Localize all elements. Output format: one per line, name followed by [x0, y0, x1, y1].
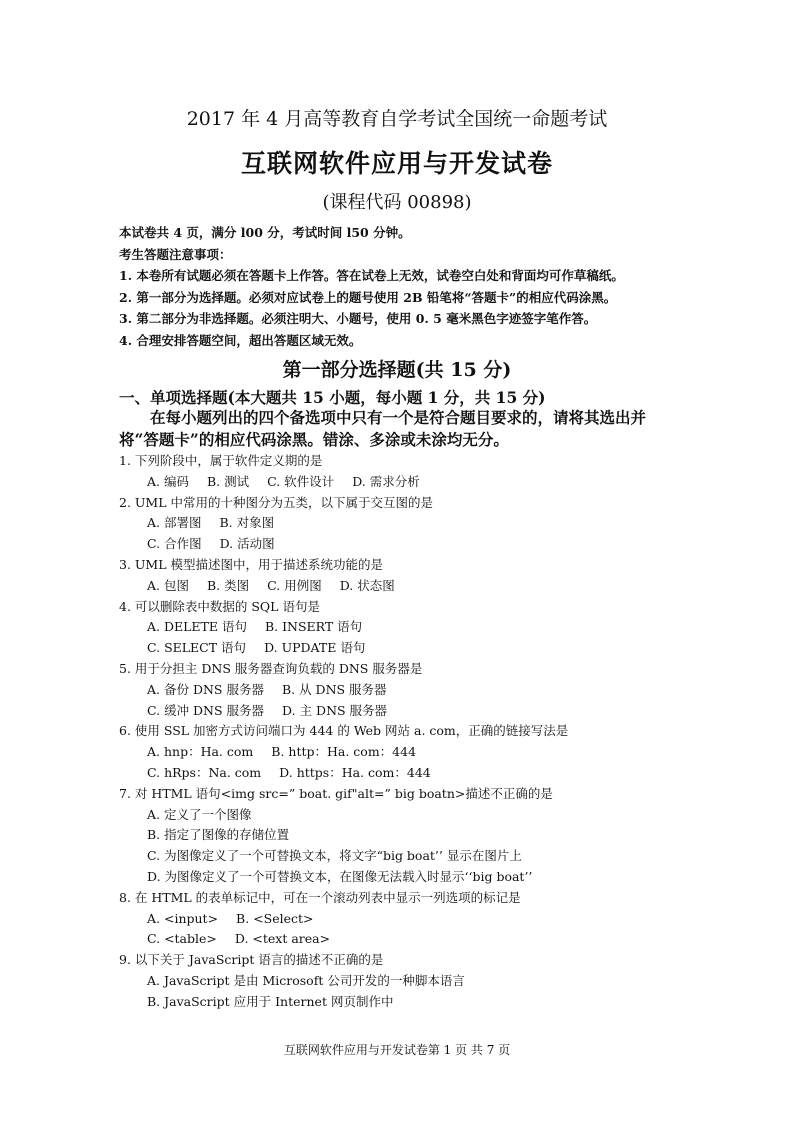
- option-row: [119, 742, 719, 763]
- option-text: D. 需求分析: [352, 473, 420, 489]
- option-text: C. hRps：Na. com: [147, 764, 262, 780]
- option-text: D. UPDATE 语句: [264, 640, 366, 656]
- option-text: B. 指定了图像的存储位置: [147, 827, 290, 843]
- option-text: A. DELETE 语句: [147, 619, 247, 635]
- option-row: [119, 513, 719, 534]
- option-text: C. 用例图: [267, 577, 322, 593]
- option-text: D. https：Ha. com：444: [279, 764, 431, 780]
- question-stem: 4. 可以删除表中数据的 SQL 语句是: [119, 598, 320, 614]
- course-code: (课程代码 00898): [322, 192, 472, 213]
- option-text: B. 对象图: [219, 515, 275, 531]
- option-text: B. INSERT 语句: [264, 619, 363, 635]
- option-text: A. 定义了一个图像: [147, 806, 252, 822]
- option-text: D. 主 DNS 服务器: [282, 702, 388, 718]
- option-text: C. SELECT 语句: [147, 640, 247, 656]
- option-text: A. <input>: [147, 910, 219, 926]
- option-row: [119, 929, 719, 950]
- option-row: [119, 701, 719, 722]
- option-row: [119, 534, 719, 555]
- option-text: B. http：Ha. com：444: [271, 744, 417, 760]
- question-stem: 1. 下列阶段中，属于软件定义期的是: [119, 453, 323, 468]
- option-text: C. 软件设计: [267, 473, 335, 489]
- option-row: [119, 971, 719, 992]
- option-row: [119, 617, 719, 638]
- part-title: 第一部分选择题(共 15 分): [282, 359, 512, 381]
- question-list: [119, 451, 719, 1013]
- note-line: 3. 第二部分为非选择题。必须注明大、小题号，使用 0. 5 毫米黑色字迹签字笔作答。: [119, 311, 597, 326]
- option-text: C. 为图像定义了一个可替换文本，将文字“big boat’’ 显示在图片上: [147, 848, 522, 864]
- option-row: [119, 576, 719, 597]
- exam-title: 2017 年 4 月高等教育自学考试全国统一命题考试: [186, 108, 608, 130]
- note-line: 4. 合理安排答题空间，超出答题区域无效。: [119, 332, 362, 348]
- option-text: B. JavaScript 应用于 Internet 网页制作中: [147, 993, 394, 1009]
- question-stem: 6. 使用 SSL 加密方式访问端口为 444 的 Web 网站 a. com，正确的链接写法是: [119, 723, 569, 739]
- page-footer: 互联网软件应用与开发试卷第 1 页 共 7 页: [283, 1043, 511, 1057]
- option-text: A. 备份 DNS 服务器: [147, 681, 264, 697]
- option-text: D. 活动图: [219, 536, 275, 552]
- option-row: [119, 846, 719, 867]
- option-text: D. <text area>: [234, 931, 331, 947]
- option-text: B. <Select>: [236, 910, 314, 926]
- note-line: 2. 第一部分为选择题。必须对应试卷上的题号使用 2B 铅笔将“答题卡”的相应代码涂黑。: [119, 289, 617, 305]
- question-stem: 8. 在 HTML 的表单标记中，可在一个滚动列表中显示一列选项的标记是: [119, 889, 521, 905]
- option-row: [119, 680, 719, 701]
- option-row: [119, 805, 719, 826]
- section-instruction: [119, 407, 679, 451]
- option-text: B. 类图: [206, 577, 250, 593]
- section-heading: 一、单项选择题(本大题共 15 小题，每小题 1 分，共 15 分): [119, 388, 546, 407]
- option-text: C. <table>: [147, 931, 217, 947]
- question-stem: 2. UML 中常用的十种图分为五类，以下属于交互图的是: [119, 494, 434, 510]
- option-row: [119, 472, 719, 493]
- option-row: [119, 763, 719, 784]
- option-row: [119, 867, 719, 888]
- question-stem: 3. UML 模型描述图中，用于描述系统功能的是: [119, 556, 384, 572]
- option-row: [119, 992, 719, 1013]
- note-line: 1. 本卷所有试题必须在答题卡上作答。答在试卷上无效，试卷空白处和背面均可作草稿纸。: [119, 268, 624, 283]
- option-text: B. 从 DNS 服务器: [281, 681, 387, 697]
- exam-notes: [119, 222, 719, 351]
- option-text: A. 包图: [147, 577, 189, 593]
- option-text: D. 状态图: [339, 577, 395, 593]
- instruction-line: 将“答题卡”的相应代码涂黑。错涂、多涂或未涂均无分。: [119, 430, 509, 449]
- option-text: C. 合作图: [147, 536, 202, 552]
- instruction-line: 在每小题列出的四个备选项中只有一个是符合题目要求的，请将其选出并: [150, 408, 647, 427]
- question-stem: 5. 用于分担主 DNS 服务器查询负载的 DNS 服务器是: [119, 660, 423, 676]
- option-text: A. 编码: [147, 473, 189, 489]
- question-stem: 7. 对 HTML 语句<img src=” boat. gif"alt=” big boatn>描述不正确的是: [119, 785, 553, 801]
- option-text: A. JavaScript 是由 Microsoft 公司开发的一种脚本语言: [147, 972, 465, 988]
- option-text: A. hnp：Ha. com: [147, 744, 254, 760]
- question-stem: 9. 以下关于 JavaScript 语言的描述不正确的是: [119, 952, 384, 968]
- option-text: C. 缓冲 DNS 服务器: [147, 702, 265, 718]
- note-line: 考生答题注意事项：: [119, 246, 232, 262]
- option-text: B. 测试: [206, 473, 250, 489]
- option-row: [119, 909, 719, 930]
- option-text: D. 为图像定义了一个可替换文本，在图像无法载入时显示‘‘big boat’’: [147, 868, 533, 884]
- option-text: A. 部署图: [147, 515, 202, 531]
- paper-title: 互联网软件应用与开发试卷: [240, 149, 553, 178]
- option-row: [119, 638, 719, 659]
- option-row: [119, 825, 719, 846]
- note-line: 本试卷共 4 页，满分 l00 分，考试时间 l50 分钟。: [119, 225, 411, 240]
